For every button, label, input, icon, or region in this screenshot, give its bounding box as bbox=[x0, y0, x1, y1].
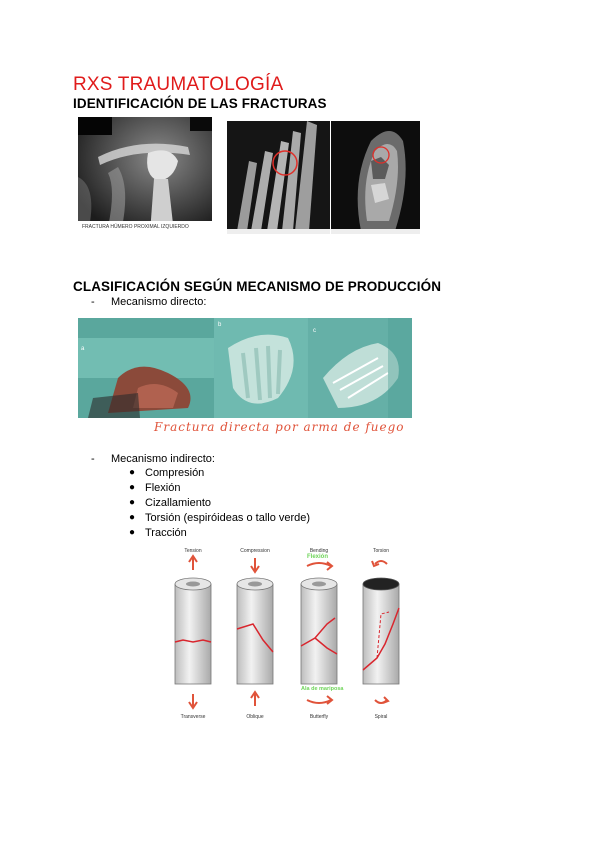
dash-marker: - bbox=[91, 453, 95, 465]
diagram-label-torsion: Torsion bbox=[372, 548, 390, 554]
bullet-label: Torsión (espiróideas o tallo verde) bbox=[145, 512, 311, 524]
bullet-label: Flexión bbox=[145, 482, 181, 494]
list-item-label: Mecanismo directo: bbox=[111, 296, 207, 308]
cylinder-compression bbox=[237, 578, 273, 684]
handwritten-note: Fractura directa por arma de fuego bbox=[154, 420, 405, 434]
bullet-item-cizallamiento bbox=[129, 497, 379, 511]
list-item-indirect bbox=[91, 453, 291, 467]
bullet-icon: ● bbox=[129, 527, 136, 538]
photo-label-c: c bbox=[313, 328, 316, 334]
bullet-icon: ● bbox=[129, 512, 136, 523]
diagram-label-spiral: Spiral bbox=[374, 714, 388, 720]
bullet-label: Tracción bbox=[145, 527, 187, 539]
diagram-label-transverse: Transverse bbox=[180, 714, 206, 720]
bullet-item-flexion bbox=[129, 482, 379, 496]
document-title: RXS TRAUMATOLOGÍA bbox=[73, 74, 284, 95]
diagram-note-flexion: Flexión bbox=[307, 554, 329, 560]
section-heading-classification: CLASIFICACIÓN SEGÚN MECANISMO DE PRODUCCIÓN bbox=[73, 279, 442, 294]
cylinder-bending bbox=[301, 578, 337, 684]
section-heading-identification: IDENTIFICACIÓN DE LAS FRACTURAS bbox=[73, 96, 327, 111]
bullet-label: Compresión bbox=[145, 467, 205, 479]
bullet-icon: ● bbox=[129, 467, 136, 478]
foot-xray-image bbox=[227, 121, 330, 234]
bullet-item-compresion bbox=[129, 467, 379, 481]
diagram-label-oblique: Oblique bbox=[246, 714, 264, 720]
bullet-icon: ● bbox=[129, 497, 136, 508]
diagram-note-butterfly: Ala de mariposa bbox=[301, 686, 344, 692]
list-item-direct bbox=[91, 296, 291, 310]
list-item-label: Mecanismo indirecto: bbox=[111, 453, 215, 465]
fracture-mechanism-diagram bbox=[163, 544, 415, 724]
shoulder-xray-caption: FRACTURA HÚMERO PROXIMAL IZQUIERDO bbox=[82, 224, 189, 230]
bullet-icon: ● bbox=[129, 482, 136, 493]
foot-mri-image bbox=[331, 121, 420, 234]
dash-marker: - bbox=[91, 296, 95, 308]
shoulder-xray-image bbox=[78, 117, 212, 233]
diagram-label-butterfly: Butterfly bbox=[309, 714, 329, 720]
photo-label-b: b bbox=[218, 322, 222, 328]
diagram-label-tension: Tension bbox=[184, 548, 202, 554]
diagram-label-bending: Bending bbox=[309, 548, 329, 554]
cylinder-torsion bbox=[363, 578, 399, 684]
bullet-item-torsion bbox=[129, 512, 379, 526]
photo-label-a: a bbox=[81, 346, 85, 352]
bullet-item-traccion bbox=[129, 527, 379, 541]
bullet-label: Cizallamiento bbox=[145, 497, 212, 509]
direct-mechanism-photos bbox=[78, 318, 412, 418]
cylinder-tension bbox=[175, 578, 211, 684]
diagram-label-compression: Compression bbox=[240, 548, 270, 554]
